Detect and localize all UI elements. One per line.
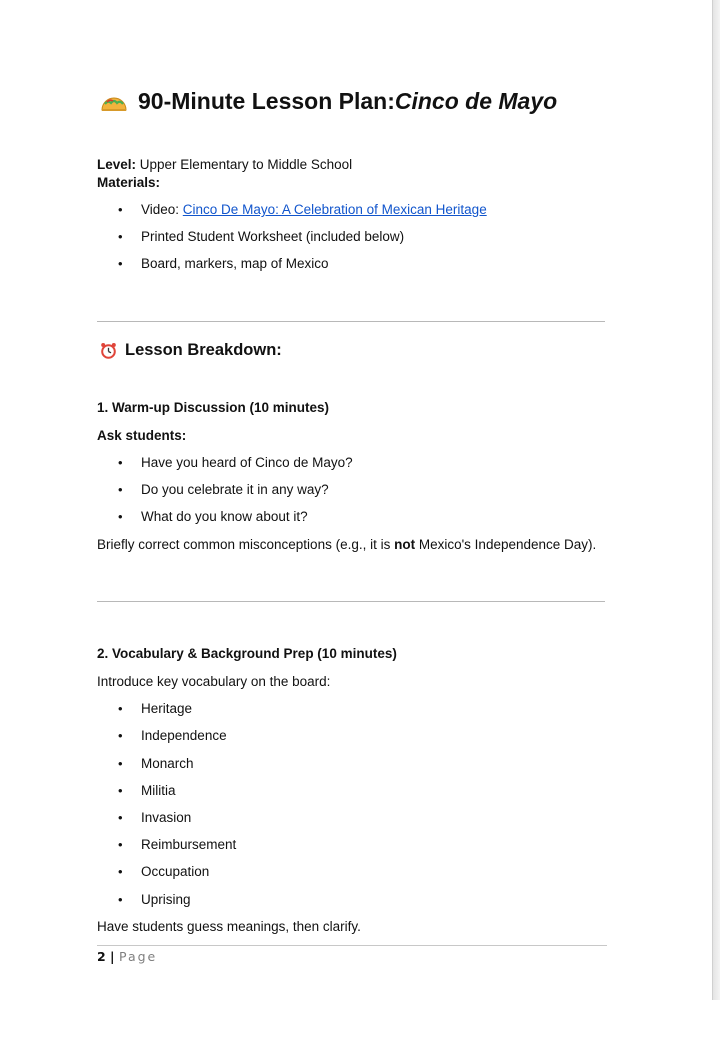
bullet-icon: • [118, 728, 123, 743]
materials-label: Materials: [97, 175, 161, 190]
list-item [118, 482, 329, 498]
level-line [97, 157, 352, 173]
list-item [118, 756, 194, 772]
taco-icon [100, 91, 128, 113]
bullet-icon: • [118, 202, 123, 217]
bullet-icon: • [118, 256, 123, 271]
page-edge [713, 0, 720, 1000]
question-item: What do you know about it? [141, 509, 308, 524]
list-item [118, 256, 329, 272]
bullet-icon: • [118, 509, 123, 524]
list-item [118, 701, 192, 717]
material-item: Printed Student Worksheet (included below) [141, 229, 405, 244]
vocab-item: Independence [141, 728, 227, 743]
page-number: 2 [97, 949, 106, 964]
bullet-icon: • [118, 837, 123, 852]
level-value: Upper Elementary to Middle School [136, 157, 353, 172]
vocab-item: Occupation [141, 864, 210, 879]
section1-intro: Ask students: [97, 428, 187, 443]
list-item [118, 202, 487, 218]
divider [97, 601, 605, 602]
vocab-item: Uprising [141, 892, 191, 907]
video-label: Video: [141, 202, 183, 217]
vocab-item: Reimbursement [141, 837, 237, 852]
title-prefix: 90-Minute Lesson Plan: [138, 88, 395, 114]
list-item [118, 229, 404, 245]
list-item [118, 455, 353, 471]
list-item [118, 837, 236, 853]
list-item [118, 864, 209, 880]
note-bold: not [394, 537, 416, 552]
note-after: Mexico's Independence Day). [415, 537, 597, 552]
bullet-icon: • [118, 701, 123, 716]
section2-outro: Have students guess meanings, then clarify. [97, 919, 361, 934]
list-item [118, 783, 176, 799]
bullet-icon: • [118, 482, 123, 497]
footer-separator: | [105, 949, 119, 964]
title-italic: Cinco de Mayo [394, 88, 558, 114]
question-item: Do you celebrate it in any way? [141, 482, 329, 497]
divider [97, 321, 605, 322]
section1-heading: 1. Warm-up Discussion (10 minutes) [97, 400, 330, 415]
video-link[interactable]: Cinco De Mayo: A Celebration of Mexican Heritage [182, 202, 487, 217]
section2-heading: 2. Vocabulary & Background Prep (10 minutes) [97, 646, 397, 661]
alarm-clock-icon [100, 342, 117, 359]
bullet-icon: • [118, 455, 123, 470]
section1-note [97, 537, 596, 553]
material-item: Board, markers, map of Mexico [141, 256, 329, 271]
footer-rule [97, 945, 607, 946]
bullet-icon: • [118, 810, 123, 825]
list-item [118, 728, 227, 744]
list-item [118, 509, 308, 525]
vocab-item: Militia [141, 783, 176, 798]
page-word: Page [118, 949, 158, 964]
breakdown-heading-text: Lesson Breakdown: [125, 341, 282, 359]
section2-intro: Introduce key vocabulary on the board: [97, 674, 331, 689]
page-title [100, 88, 557, 115]
list-item [118, 892, 191, 908]
note-before: Briefly correct common misconceptions (e.g., it is [97, 537, 395, 552]
vocab-item: Heritage [141, 701, 193, 716]
bullet-icon: • [118, 783, 123, 798]
list-item [118, 810, 191, 826]
breakdown-heading [100, 341, 282, 360]
level-label: Level: [97, 157, 137, 172]
question-item: Have you heard of Cinco de Mayo? [141, 455, 353, 470]
bullet-icon: • [118, 756, 123, 771]
page-footer [97, 949, 157, 964]
vocab-item: Invasion [141, 810, 192, 825]
vocab-item: Monarch [141, 756, 194, 771]
bullet-icon: • [118, 864, 123, 879]
bullet-icon: • [118, 892, 123, 907]
bullet-icon: • [118, 229, 123, 244]
